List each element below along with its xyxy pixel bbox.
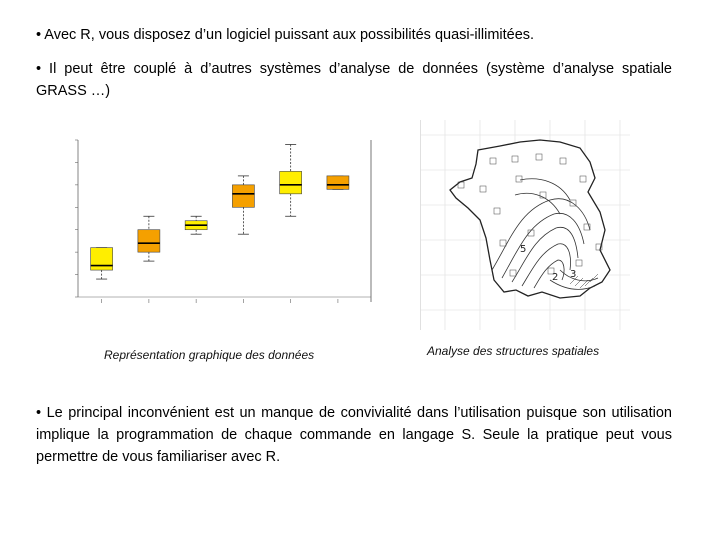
boxplot-chart (56, 132, 376, 332)
paragraph-1: • Avec R, vous disposez d’un logiciel puissant aux possibilités quasi-illimitées. (36, 27, 535, 43)
paragraph-2: • Il peut être couplé à d’autres systèmes d’analyse de données (système d’analyse spatiale GRASS …) (36, 61, 672, 99)
map-caption: Analyse des structures spatiales (427, 344, 600, 358)
chart-boxes (91, 144, 349, 279)
spatial-map-figure (420, 120, 630, 330)
box-body (232, 185, 254, 207)
paragraph-3: • Le principal inconvénient est un manque de convivialité dans l’utilisation puisque son utilisation implique la programmation de chaque commande en langage S. Seule la pratique peut vous permettre de vous familiariser avec R. (36, 405, 672, 465)
contour-label-5: 5 (520, 244, 527, 255)
box-body (138, 230, 160, 252)
contour-label-3: 3 (570, 269, 577, 280)
box-body (327, 176, 349, 189)
chart-axes (75, 140, 371, 303)
box-body (280, 171, 302, 193)
box-body (91, 248, 113, 270)
chart-caption: Représentation graphique des données (104, 348, 315, 362)
contour-label-2: 2 (552, 272, 559, 283)
